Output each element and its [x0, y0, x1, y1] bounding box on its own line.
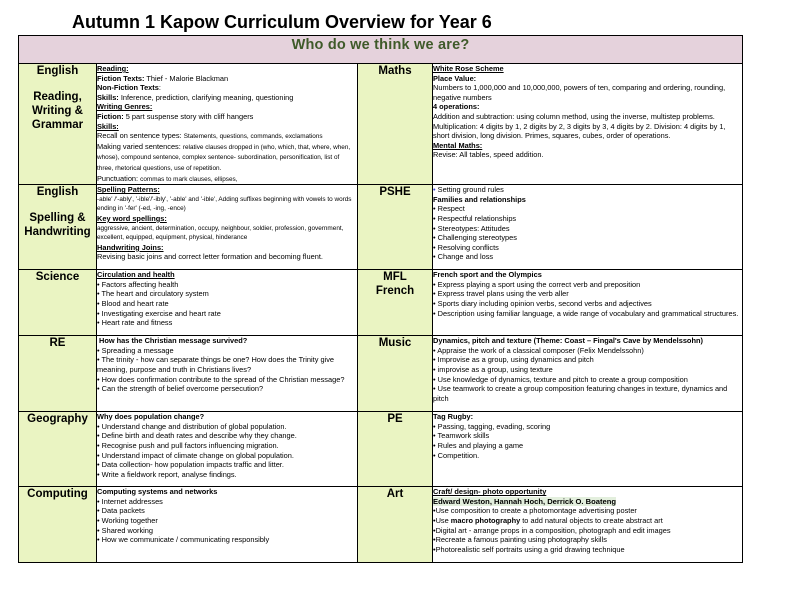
- list-item: [433, 355, 742, 365]
- list-item: [433, 280, 742, 290]
- recall-value: Statements, questions, commands, exclamations: [183, 133, 323, 141]
- bullet-icon: •: [433, 384, 438, 394]
- list-item: [97, 299, 357, 309]
- subject-label: Music: [378, 337, 412, 350]
- list-item: [433, 431, 742, 441]
- item-text: Use knowledge of dynamics, texture and pitch to create a group composition: [437, 374, 688, 384]
- item-text: Express travel plans using the verb aller: [437, 289, 569, 299]
- music-list: [433, 346, 742, 404]
- maths-scheme: White Rose Scheme: [433, 64, 504, 73]
- list-item: [433, 299, 742, 309]
- subject-label: Maths: [378, 65, 412, 77]
- music-heading: Dynamics, pitch and texture (Theme: Coast – Fingal's Cave by Mendelssohn): [433, 336, 703, 346]
- list-item: [97, 309, 357, 319]
- item-text: Understand impact of climate change on global population.: [101, 450, 294, 460]
- handwriting-text: Revising basic joins and correct letter formation and becoming fluent.: [97, 252, 323, 262]
- subject-label: MFL: [383, 271, 407, 284]
- skills-value: Inference, prediction, clarifying meaning, questioning: [118, 92, 294, 102]
- list-item: [433, 185, 742, 195]
- item-text: Working together: [101, 515, 158, 525]
- bullet-icon: •: [97, 355, 102, 365]
- subject-sublabel: Reading, Writing & Grammar: [31, 91, 84, 131]
- mental-heading: Mental Maths:: [433, 140, 483, 150]
- fiction-texts: [97, 74, 357, 84]
- subject-label: Geography: [27, 413, 88, 426]
- art-artists-line: [433, 497, 742, 507]
- subject-english-rwg: [19, 64, 97, 185]
- operations-text: Addition and subtraction: using column method, using the inverse, multistep problems. Multiplication: 4 digits by 1, 2 digits by 2, 3 digits by 3, 4 digits by 2. Division: 4 digits by 1, short division, long division. Primes, squares, cubes, order of operations.: [433, 111, 726, 141]
- content-music: [433, 336, 743, 412]
- pe-list: [433, 422, 742, 460]
- item-text: Heart rate and fitness: [101, 318, 173, 328]
- table-row: [19, 270, 743, 336]
- item-text: improvise as a group, using texture: [437, 364, 553, 374]
- bullet-icon: •: [433, 279, 438, 289]
- list-item: •Recreate a famous painting using photography skills: [433, 535, 607, 545]
- list-item: [97, 441, 357, 451]
- list-item: [97, 526, 357, 536]
- list-item: [97, 470, 357, 480]
- bullet-icon: •: [433, 374, 438, 384]
- fiction-value: Thief - Malorie Blackman: [144, 73, 229, 83]
- item-text: Change and loss: [437, 252, 494, 262]
- subject-art: [358, 487, 433, 563]
- list-item: •Use macro photography to add natural objects to create abstract art: [433, 515, 663, 525]
- list-item: [433, 252, 742, 262]
- item-text: Investigating exercise and heart rate: [101, 308, 221, 318]
- punct-value: commas to mark clauses, ellipses,: [140, 175, 238, 183]
- nonfiction-value: :: [158, 83, 161, 93]
- bullet-icon: •: [97, 289, 102, 299]
- list-item: [97, 506, 357, 516]
- subject-sublabel: French: [375, 285, 415, 298]
- list-item: [97, 516, 357, 526]
- content-geography: [97, 412, 358, 487]
- item-text: Sports diary including opinion verbs, second verbs and adjectives: [437, 298, 652, 308]
- bullet-icon: •: [97, 345, 102, 355]
- list-item: [433, 214, 742, 224]
- bullet-icon: •: [97, 506, 102, 516]
- science-list: [97, 280, 357, 328]
- list-item: [97, 422, 357, 432]
- item-text: Respect: [437, 204, 465, 214]
- item-text: Recreate a famous painting using photography skills: [435, 535, 607, 545]
- re-list: [97, 346, 357, 394]
- bullet-icon: •: [97, 374, 102, 384]
- bullet-icon: •: [433, 185, 436, 195]
- item-text: Spreading a message: [101, 345, 174, 355]
- art-heading: Craft/ design- photo opportunity: [433, 487, 547, 497]
- fiction-label: Fiction Texts:: [97, 73, 145, 83]
- place-value-text: Numbers to 1,000,000 and 10,000,000, powers of ten, comparing and ordering, rounding, negative numbers: [433, 83, 726, 102]
- subject-english-sh: [19, 185, 97, 270]
- item-text: Use teamwork to create a group composition featuring changes in texture, dynamics and pitch: [433, 384, 728, 403]
- item-text: Teamwork skills: [437, 431, 490, 441]
- nonfiction-label: Non-Fiction Texts: [97, 83, 159, 93]
- item-text: Understand change and distribution of global population.: [101, 421, 287, 431]
- item-text: How does confirmation contribute to the spread of the Christian message?: [101, 374, 345, 384]
- bullet-icon: •: [433, 450, 438, 460]
- list-item: [433, 451, 742, 461]
- bullet-icon: •: [97, 496, 102, 506]
- item-text: The heart and circulatory system: [101, 289, 209, 299]
- list-item: [97, 451, 357, 461]
- subject-label: English: [36, 186, 79, 199]
- list-item: [97, 497, 357, 507]
- list-item: [433, 204, 742, 214]
- nonfiction-texts: [97, 83, 357, 93]
- item-text: Improvise as a group, using dynamics and pitch: [437, 355, 594, 365]
- subject-label: RE: [49, 337, 66, 350]
- bullet-icon: •: [97, 515, 102, 525]
- bullet-icon: •: [433, 213, 438, 223]
- bullet-icon: •: [433, 298, 438, 308]
- bullet-icon: •: [433, 233, 438, 243]
- table-row: [19, 336, 743, 412]
- bullet-icon: •: [433, 204, 438, 214]
- item-text: Respectful relationships: [437, 213, 517, 223]
- item-text: Description using familiar language, a wide range of vocabulary and grammatical structures.: [437, 308, 739, 318]
- item-text: to add natural objects to create abstract art: [520, 515, 663, 525]
- bullet-icon: •: [97, 469, 102, 479]
- mental-text: Revise: All tables, speed addition.: [433, 150, 544, 160]
- theme-row: [19, 36, 743, 64]
- bullet-icon: •: [433, 345, 438, 355]
- list-item: [97, 355, 357, 374]
- item-text: Blood and heart rate: [101, 298, 169, 308]
- list-item: [97, 375, 357, 385]
- bullet-icon: •: [97, 450, 102, 460]
- table-row: [19, 412, 743, 487]
- punct-label: Punctuation:: [97, 173, 141, 183]
- list-item: [433, 346, 742, 356]
- item-text: Express playing a sport using the correct verb and preposition: [437, 279, 641, 289]
- subject-sublabel: Spelling & Handwriting: [24, 212, 91, 239]
- bullet-icon: •: [97, 460, 102, 470]
- list-item: [433, 441, 742, 451]
- list-item: •Use composition to create a photomontage advertising poster: [433, 506, 637, 516]
- list-item: [433, 422, 742, 432]
- content-re: [97, 336, 358, 412]
- content-english-rwg: [97, 64, 358, 185]
- list-item: [433, 365, 742, 375]
- content-art: [433, 487, 743, 563]
- bullet-icon: •: [97, 431, 102, 441]
- bullet-icon: •: [433, 440, 438, 450]
- item-text: Resolving conflicts: [437, 242, 499, 252]
- subject-label: Art: [386, 488, 404, 501]
- content-english-sh: [97, 185, 358, 270]
- item-bold: macro photography: [450, 515, 521, 525]
- list-item: [433, 243, 742, 253]
- handwriting-heading: Handwriting Joins:: [97, 242, 164, 252]
- bullet-icon: •: [97, 440, 102, 450]
- computing-list: [97, 497, 357, 545]
- varied-value: relative clauses dropped in (who, which, that, where, when, whose), compound sentence, complex sentence- subordination, personification, list of three, rhetorical questions, use of repetition.: [97, 143, 351, 172]
- mfl-heading: French sport and the Olympics: [433, 270, 542, 280]
- bullet-icon: •: [433, 242, 438, 252]
- bullet-icon: •: [97, 279, 102, 289]
- computing-heading: Computing systems and networks: [97, 487, 218, 497]
- re-heading: How has the Christian message survived?: [99, 336, 248, 346]
- pe-heading: Tag Rugby:: [433, 412, 474, 422]
- list-item: [433, 224, 742, 234]
- list-item: •Photorealistic self portraits using a grid drawing technique: [433, 544, 625, 554]
- recall-label: Recall on sentence types:: [97, 131, 184, 141]
- item-text: Stereotypes: Attitudes: [437, 223, 510, 233]
- subject-science: [19, 270, 97, 336]
- table-row: [19, 64, 743, 185]
- pshe-list: [433, 204, 742, 262]
- bullet-icon: •: [433, 252, 438, 262]
- item-text: Internet addresses: [101, 496, 163, 506]
- list-item: [97, 384, 357, 394]
- list-item: [433, 233, 742, 243]
- bullet-icon: •: [433, 308, 438, 318]
- bullet-icon: •: [97, 308, 102, 318]
- place-value-heading: Place Value:: [433, 73, 477, 83]
- list-item: [97, 535, 357, 545]
- writing-fiction: [97, 112, 357, 122]
- subject-label: Science: [35, 271, 80, 284]
- bullet-icon: •: [97, 535, 102, 545]
- writing-heading: Writing Genres:: [97, 102, 153, 112]
- reading-skills: [97, 93, 357, 103]
- subject-re: [19, 336, 97, 412]
- subject-maths: [358, 64, 433, 185]
- list-item: [97, 431, 357, 441]
- list-item: [433, 289, 742, 299]
- varied-label: Making varied sentences:: [97, 141, 183, 151]
- subject-pshe: [358, 185, 433, 270]
- item-text: Rules and playing a game: [437, 440, 524, 450]
- item-text: Photorealistic self portraits using a grid drawing technique: [435, 544, 625, 554]
- spelling-text: -able' /'-ably', '-ible'/'-ibly', '-able' and '-ible', Adding suffixes beginning with vowels to words ending in '-fer' (-ed, -ing, -ence): [97, 195, 352, 213]
- bullet-icon: •: [433, 289, 438, 299]
- document-title: Autumn 1 Kapow Curriculum Overview for Year 6: [72, 12, 492, 32]
- item-text: How we communicate / communicating responsibly: [101, 535, 270, 545]
- subject-label: English: [36, 65, 79, 77]
- geography-heading: Why does population change?: [97, 412, 205, 422]
- fiction2-label: Fiction:: [97, 111, 124, 121]
- item-text: The trinity - how can separate things be one? How does the Trinity give meaning, purpose and truth in Christians lives?: [97, 355, 335, 374]
- fiction2-value: 5 part suspense story with cliff hangers: [123, 111, 254, 121]
- skills2-heading: Skills:: [97, 121, 119, 131]
- content-computing: [97, 487, 358, 563]
- item-text: Can the strength of belief overcome persecution?: [101, 384, 264, 394]
- mfl-list: [433, 280, 742, 318]
- bullet-icon: •: [433, 364, 438, 374]
- skills-label: Skills:: [97, 92, 119, 102]
- item-text: Data packets: [101, 506, 145, 516]
- subject-label: Computing: [27, 488, 88, 501]
- list-item: [433, 384, 742, 403]
- list-item: [97, 346, 357, 356]
- subject-label: PE: [387, 413, 403, 426]
- subject-mfl: [358, 270, 433, 336]
- curriculum-table: [18, 35, 743, 563]
- list-item: [433, 375, 742, 385]
- content-maths: [433, 64, 743, 185]
- table-row: [19, 487, 743, 563]
- item-text: Competition.: [437, 450, 480, 460]
- subject-geography: [19, 412, 97, 487]
- content-mfl: [433, 270, 743, 336]
- item-text: Use: [435, 515, 451, 525]
- bullet-icon: •: [97, 525, 102, 535]
- item-text: Write a fieldwork report, analyse findings.: [101, 469, 237, 479]
- content-pshe: [433, 185, 743, 270]
- list-item: [433, 309, 742, 319]
- item-text: Setting ground rules: [435, 185, 504, 195]
- subject-label: PSHE: [379, 186, 411, 199]
- spelling-heading: Spelling Patterns:: [97, 185, 160, 195]
- item-text: Data collection- how population impacts traffic and litter.: [101, 460, 284, 470]
- item-text: Passing, tagging, evading, scoring: [437, 421, 551, 431]
- item-text: Define birth and death rates and describe why they change.: [101, 431, 297, 441]
- item-text: Appraise the work of a classical composer (Felix Mendelssohn): [437, 345, 644, 355]
- bullet-icon: •: [97, 384, 102, 394]
- list-item: [97, 280, 357, 290]
- reading-heading: Reading:: [97, 64, 129, 73]
- keyword-text: aggressive, ancient, determination, occupy, neighbour, soldier, profession, government, excellent, equipped, equipment, physical, hinderance: [97, 224, 344, 242]
- geography-list: [97, 422, 357, 480]
- art-artists: Edward Weston, Hannah Hoch, Derrick O. Boateng: [433, 496, 616, 506]
- subject-pe: [358, 412, 433, 487]
- item-text: Factors affecting health: [101, 279, 179, 289]
- list-item: [97, 318, 357, 328]
- theme-title: Who do we think we are?: [291, 37, 470, 53]
- table-row: [19, 185, 743, 270]
- list-item: [97, 460, 357, 470]
- bullet-icon: •: [433, 223, 438, 233]
- bullet-icon: •: [97, 298, 102, 308]
- keyword-heading: Key word spellings:: [97, 213, 167, 223]
- subject-music: [358, 336, 433, 412]
- item-text: Challenging stereotypes: [437, 233, 517, 243]
- item-text: Shared working: [101, 525, 154, 535]
- item-text: Use composition to create a photomontage advertising poster: [435, 506, 637, 516]
- punct-line: [97, 174, 357, 185]
- content-pe: [433, 412, 743, 487]
- bullet-icon: •: [433, 355, 438, 365]
- bullet-icon: •: [97, 421, 102, 431]
- item-text: Recognise push and pull factors influencing migration.: [101, 440, 279, 450]
- pshe-heading: Families and relationships: [433, 194, 526, 204]
- theme-cell: [19, 36, 743, 64]
- item-text: Digital art - arrange props in a composition, photograph and edit images: [435, 525, 671, 535]
- science-heading: Circulation and health: [97, 270, 175, 280]
- content-science: [97, 270, 358, 336]
- subject-computing: [19, 487, 97, 563]
- varied-line: [97, 142, 357, 174]
- bullet-icon: •: [433, 421, 438, 431]
- list-item: •Digital art - arrange props in a composition, photograph and edit images: [433, 525, 671, 535]
- bullet-icon: •: [433, 431, 438, 441]
- operations-heading: 4 operations:: [433, 102, 480, 112]
- recall-line: [97, 131, 357, 142]
- list-item: [97, 289, 357, 299]
- bullet-icon: •: [97, 318, 102, 328]
